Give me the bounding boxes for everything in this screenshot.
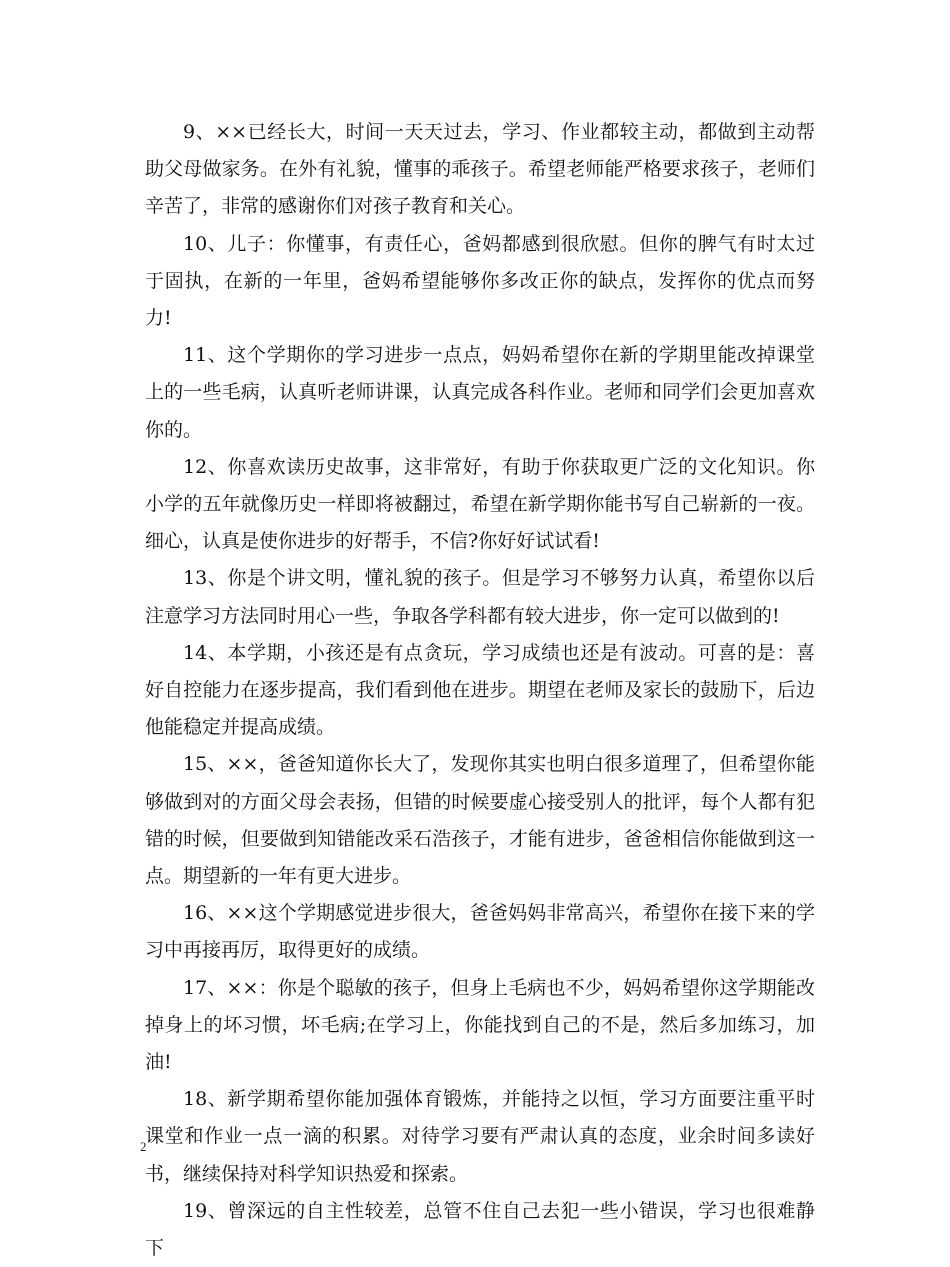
document-body [145,114,815,1267]
page-number: 2 [140,1139,147,1154]
paragraph-17: 17、××：你是个聪敏的孩子，但身上毛病也不少，妈妈希望你这学期能改掉身上的坏习惯，坏毛病;在学习上，你能找到自己的不是，然后多加练习，加油! [145,976,815,1074]
paragraph-12: 12、你喜欢读历史故事，这非常好，有助于你获取更广泛的文化知识。你小学的五年就像历史一样即将被翻过，希望在新学期你能书写自己崭新的一夜。细心，认真是使你进步的好帮手，不信?你好好试试看! [145,455,815,553]
paragraph-15: 15、××，爸爸知道你长大了，发现你其实也明白很多道理了，但希望你能够做到对的方面父母会表扬，但错的时候要虚心接受别人的批评，每个人都有犯错的时候，但要做到知错能改采石浩孩子，才能有进步，爸爸相信你能做到这一点。期望新的一年有更大进步。 [145,753,815,888]
paragraph-10: 10、儿子：你懂事，有责任心，爸妈都感到很欣慰。但你的脾气有时太过于固执，在新的一年里，爸妈希望能够你多改正你的缺点，发挥你的优点而努力! [145,232,815,330]
paragraph-14: 14、本学期，小孩还是有点贪玩，学习成绩也还是有波动。可喜的是：喜好自控能力在逐步提高，我们看到他在进步。期望在老师及家长的鼓励下，后边他能稳定并提高成绩。 [145,641,815,739]
paragraph-18: 18、新学期希望你能加强体育锻炼，并能持之以恒，学习方面要注重平时课堂和作业一点一滴的积累。对待学习要有严肃认真的态度，业余时间多读好书，继续保持对科学知识热爱和探索。 [145,1088,815,1185]
paragraph-16: 16、××这个学期感觉进步很大，爸爸妈妈非常高兴，希望你在接下来的学习中再接再厉，取得更好的成绩。 [145,902,815,962]
paragraph-9: 9、××已经长大，时间一天天过去，学习、作业都较主动，都做到主动帮助父母做家务。在外有礼貌，懂事的乖孩子。希望老师能严格要求孩子，老师们辛苦了，非常的感谢你们对孩子教育和关心。 [145,121,815,218]
paragraph-19: 19、曾深远的自主性较差，总管不住自己去犯一些小错误，学习也很难静下 [145,1199,815,1260]
paragraph-11: 11、这个学期你的学习进步一点点，妈妈希望你在新的学期里能改掉课堂上的一些毛病，认真听老师讲课，认真完成各科作业。老师和同学们会更加喜欢你的。 [145,344,815,441]
paragraph-13: 13、你是个讲文明，懂礼貌的孩子。但是学习不够努力认真，希望你以后注意学习方法同时用心一些，争取各学科都有较大进步，你一定可以做到的! [145,567,815,627]
